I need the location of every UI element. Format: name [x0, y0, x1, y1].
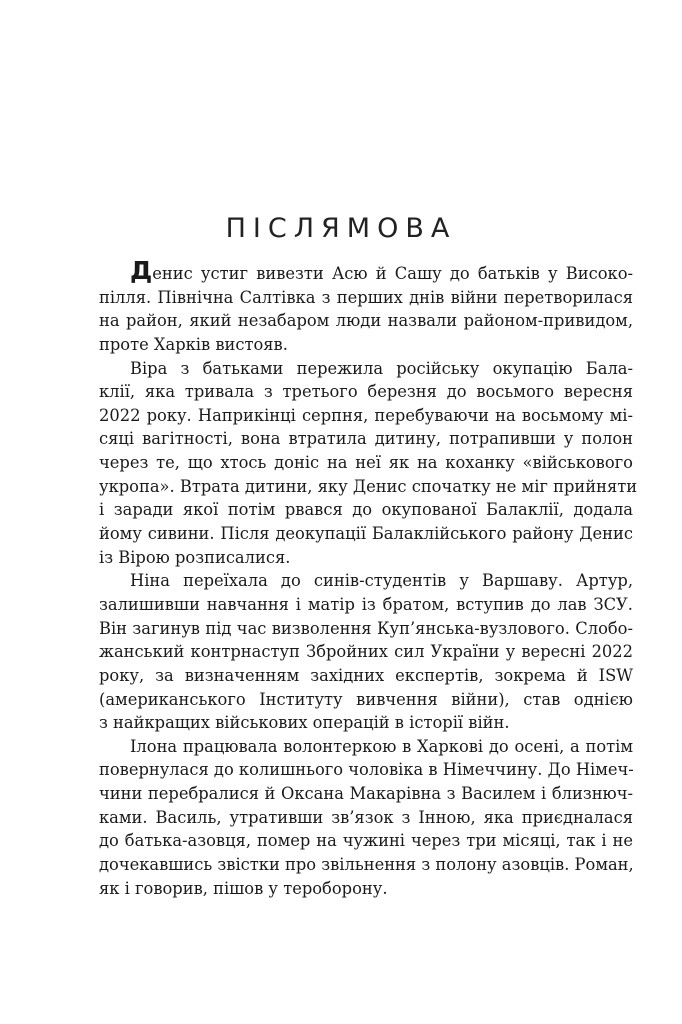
text-line	[99, 333, 633, 357]
chapter-text	[99, 256, 638, 900]
line-text: і заради якої потім рвався до окупованої Балаклії, додала	[99, 500, 633, 520]
line-text: на район, який незабаром люди назвали районом-привидом,	[99, 311, 633, 331]
line-text: до батька-азовця, помер на чужині через три місяці, так і не	[99, 831, 633, 851]
text-line	[99, 286, 633, 310]
text-line	[99, 427, 633, 451]
drop-cap: Д	[130, 256, 153, 285]
line-text: Ніна переїхала до синів-студентів у Варшаву. Артур,	[130, 571, 633, 591]
text-line	[99, 451, 633, 475]
line-text: енис устиг вивезти Асю й Сашу до батьків у Високо-	[152, 264, 633, 283]
text-line	[99, 664, 633, 688]
text-line	[99, 782, 633, 806]
text-line	[99, 309, 633, 333]
line-text: пілля. Північна Салтівка з перших днів війни перетворилася	[99, 287, 633, 307]
line-text: Віра з батьками пережила російську окупацію Бала-	[130, 358, 633, 378]
text-line	[99, 357, 633, 381]
line-text: укропа». Втрата дитини, яку Денис спочатку не міг прийняти	[99, 476, 638, 496]
line-text: (американського Інституту вивчення війни), став однією	[99, 689, 633, 709]
line-text: 2022 року. Наприкінці серпня, перебуваючи на восьмому мі-	[99, 405, 633, 425]
text-line	[99, 475, 638, 499]
text-line	[99, 617, 633, 641]
text-line	[99, 569, 633, 593]
text-line	[99, 640, 633, 664]
text-line	[99, 256, 633, 286]
line-text: Ілона працювала волонтеркою в Харкові до осені, а потім	[130, 736, 633, 756]
text-line	[99, 806, 633, 830]
line-text: ками. Василь, утративши зв’язок з Інною, яка приєдналася	[99, 807, 633, 827]
text-line	[99, 688, 633, 712]
text-line	[99, 404, 633, 428]
line-text: йому сивини. Після деокупації Балаклійського району Денис	[99, 524, 633, 544]
text-line	[99, 711, 633, 735]
line-text: клії, яка тривала з третього березня до восьмого вересня	[99, 382, 633, 402]
text-line	[99, 853, 633, 877]
line-text: жанський контрнаступ Збройних сил України у вересні 2022	[99, 642, 633, 662]
text-line	[99, 877, 633, 901]
text-line	[99, 593, 633, 617]
text-line	[99, 735, 633, 759]
line-text: повернулася до колишнього чоловіка в Німеччину. До Німеч-	[99, 760, 634, 780]
text-line	[99, 522, 633, 546]
text-line	[99, 829, 633, 853]
line-text: дочекавшись звістки про звільнення з полону азовців. Роман,	[99, 855, 634, 875]
line-text: із Вірою розписалися.	[99, 547, 291, 567]
line-text: сяці вагітності, вона втратила дитину, потрапивши у полон	[99, 429, 633, 449]
line-text: з найкращих військових операцій в історії війн.	[99, 713, 510, 733]
line-text: Він загинув під час визволення Куп’янська-вузлового. Слобо-	[99, 618, 633, 638]
chapter-title: ПІСЛЯМОВА	[225, 213, 457, 244]
text-line	[99, 546, 633, 570]
text-line	[99, 758, 633, 782]
line-text: року, за визначенням західних експертів, зокрема й ISW	[99, 665, 633, 685]
text-line	[99, 380, 633, 404]
line-text: чини перебралися й Оксана Макарівна з Василем і близнюч-	[99, 784, 633, 804]
text-line	[99, 498, 633, 522]
line-text: як і говорив, пішов у тероборону.	[99, 878, 388, 898]
line-text: проте Харків вистояв.	[99, 334, 288, 354]
line-text: залишивши навчання і матір із братом, вступив до лав ЗСУ.	[99, 594, 633, 614]
line-text: через те, що хтось доніс на неї як на коханку «військового	[99, 453, 633, 473]
